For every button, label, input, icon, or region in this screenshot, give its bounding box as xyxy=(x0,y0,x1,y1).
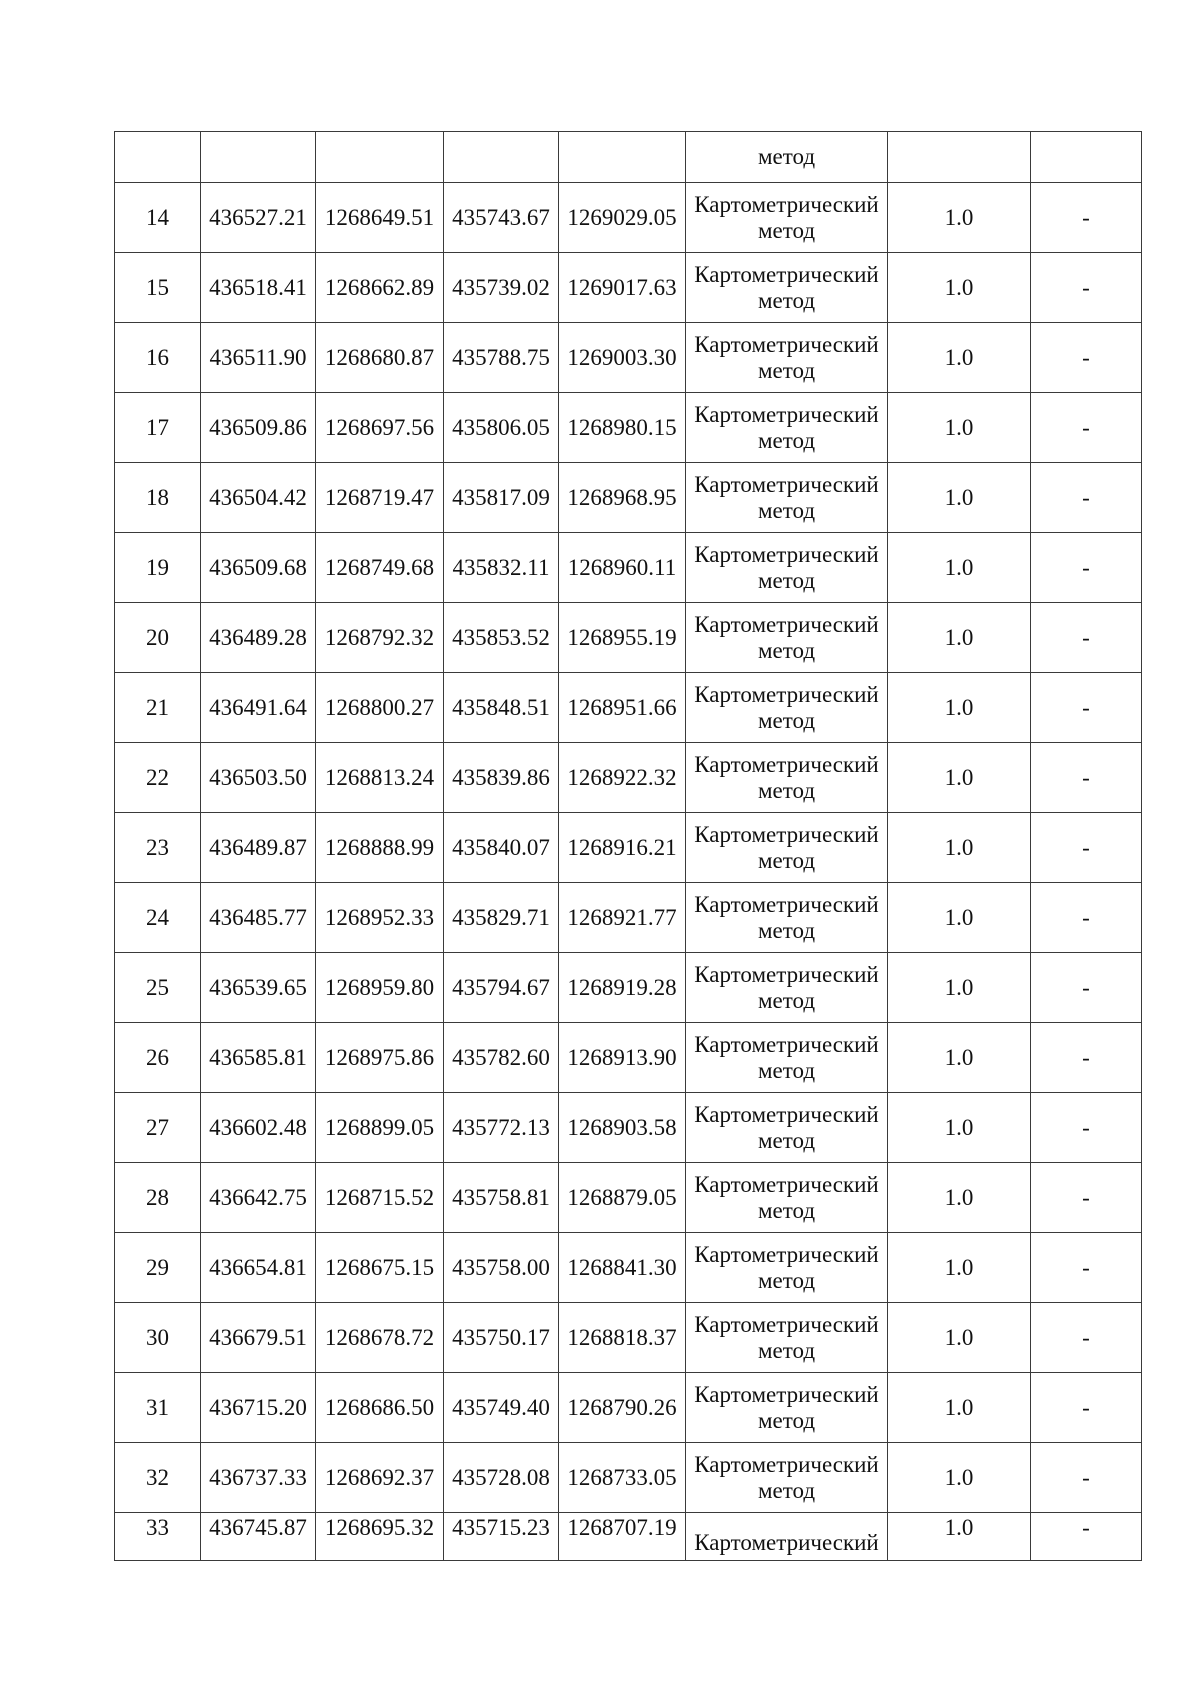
cell-x2: 435848.51 xyxy=(444,673,559,743)
cell-method xyxy=(686,1373,888,1443)
cell-accuracy: 1.0 xyxy=(888,1233,1031,1303)
cell-x2: 435829.71 xyxy=(444,883,559,953)
method-line1: Картометрический xyxy=(694,331,879,357)
cell-accuracy: 1.0 xyxy=(888,463,1031,533)
cell-y2: 1268951.66 xyxy=(559,673,686,743)
cell-number: 15 xyxy=(115,253,201,323)
cell-y1: 1268959.80 xyxy=(316,953,444,1023)
cell-method xyxy=(686,253,888,323)
cell-note: - xyxy=(1031,813,1142,883)
method-line1: Картометрический xyxy=(694,891,879,917)
cell-y2 xyxy=(559,132,686,183)
cell-number: 19 xyxy=(115,533,201,603)
coordinates-table xyxy=(114,131,1142,1561)
method-line1: Картометрический xyxy=(694,1171,879,1197)
method-line1: Картометрический xyxy=(694,751,879,777)
cell-y1: 1268680.87 xyxy=(316,323,444,393)
cell-note: - xyxy=(1031,253,1142,323)
method-line1: Картометрический xyxy=(694,1381,879,1407)
cell-note: - xyxy=(1031,1233,1142,1303)
method-line1: Картометрический xyxy=(694,471,879,497)
cell-y2: 1269003.30 xyxy=(559,323,686,393)
cell-note: - xyxy=(1031,323,1142,393)
cell-y1: 1268715.52 xyxy=(316,1163,444,1233)
cell-number: 25 xyxy=(115,953,201,1023)
method-line2: метод xyxy=(757,357,816,383)
cell-y1: 1268695.32 xyxy=(316,1513,444,1561)
cell-y1: 1268899.05 xyxy=(316,1093,444,1163)
method-line2: метод xyxy=(757,1267,816,1293)
cell-x2: 435739.02 xyxy=(444,253,559,323)
table-row xyxy=(115,183,1142,253)
cell-number: 26 xyxy=(115,1023,201,1093)
cell-method xyxy=(686,132,888,183)
cell-y1: 1268662.89 xyxy=(316,253,444,323)
cell-accuracy: 1.0 xyxy=(888,1163,1031,1233)
cell-method xyxy=(686,673,888,743)
cell-x1: 436518.41 xyxy=(201,253,316,323)
cell-x2: 435840.07 xyxy=(444,813,559,883)
cell-accuracy: 1.0 xyxy=(888,673,1031,743)
cell-x2: 435853.52 xyxy=(444,603,559,673)
cell-y2: 1268916.21 xyxy=(559,813,686,883)
cell-x2: 435743.67 xyxy=(444,183,559,253)
cell-y2: 1268921.77 xyxy=(559,883,686,953)
cell-number: 22 xyxy=(115,743,201,813)
method-line2: метод xyxy=(757,1477,816,1503)
cell-method xyxy=(686,323,888,393)
cell-x2: 435806.05 xyxy=(444,393,559,463)
method-line1: Картометрический xyxy=(694,541,879,567)
cell-note: - xyxy=(1031,883,1142,953)
cell-y1: 1268749.68 xyxy=(316,533,444,603)
cell-note: - xyxy=(1031,1513,1142,1561)
cell-x1: 436527.21 xyxy=(201,183,316,253)
method-line1: Картометрический xyxy=(694,1451,879,1477)
cell-number: 21 xyxy=(115,673,201,743)
cell-x1: 436654.81 xyxy=(201,1233,316,1303)
method-line1: Картометрический xyxy=(694,1311,879,1337)
cell-note: - xyxy=(1031,1023,1142,1093)
table-row xyxy=(115,743,1142,813)
cell-note: - xyxy=(1031,393,1142,463)
cell-y2: 1268733.05 xyxy=(559,1443,686,1513)
cell-method xyxy=(686,1443,888,1513)
cell-accuracy: 1.0 xyxy=(888,743,1031,813)
cell-x2 xyxy=(444,132,559,183)
cell-method xyxy=(686,463,888,533)
cell-number: 24 xyxy=(115,883,201,953)
cell-note: - xyxy=(1031,603,1142,673)
cell-x1: 436602.48 xyxy=(201,1093,316,1163)
method-line2: метод xyxy=(757,987,816,1013)
cell-y2: 1268980.15 xyxy=(559,393,686,463)
table-row-last xyxy=(115,1513,1142,1561)
cell-number xyxy=(115,132,201,183)
method-line2: метод xyxy=(757,1127,816,1153)
cell-y1: 1268719.47 xyxy=(316,463,444,533)
cell-number: 31 xyxy=(115,1373,201,1443)
table-row xyxy=(115,533,1142,603)
cell-accuracy: 1.0 xyxy=(888,953,1031,1023)
cell-x1: 436511.90 xyxy=(201,323,316,393)
cell-accuracy: 1.0 xyxy=(888,393,1031,463)
table-row xyxy=(115,463,1142,533)
method-line2: метод xyxy=(757,847,816,873)
cell-method xyxy=(686,1303,888,1373)
cell-method xyxy=(686,603,888,673)
method-line2: метод xyxy=(757,497,816,523)
cell-y2: 1268879.05 xyxy=(559,1163,686,1233)
cell-x1: 436504.42 xyxy=(201,463,316,533)
cell-note: - xyxy=(1031,463,1142,533)
method-line2: метод xyxy=(757,1057,816,1083)
cell-accuracy: 1.0 xyxy=(888,533,1031,603)
method-line2: метод xyxy=(757,567,816,593)
cell-x2: 435788.75 xyxy=(444,323,559,393)
cell-x2: 435715.23 xyxy=(444,1513,559,1561)
cell-method xyxy=(686,1093,888,1163)
cell-y2: 1268818.37 xyxy=(559,1303,686,1373)
cell-accuracy: 1.0 xyxy=(888,883,1031,953)
method-line1: Картометрический xyxy=(694,611,879,637)
cell-accuracy: 1.0 xyxy=(888,1373,1031,1443)
cell-accuracy: 1.0 xyxy=(888,813,1031,883)
table-row xyxy=(115,1023,1142,1093)
method-line2: метод xyxy=(757,637,816,663)
cell-y2: 1268922.32 xyxy=(559,743,686,813)
cell-x1: 436503.50 xyxy=(201,743,316,813)
cell-y1: 1268649.51 xyxy=(316,183,444,253)
method-line2: метод xyxy=(757,1337,816,1363)
cell-x2: 435817.09 xyxy=(444,463,559,533)
cell-number: 28 xyxy=(115,1163,201,1233)
cell-accuracy: 1.0 xyxy=(888,1093,1031,1163)
cell-number: 33 xyxy=(115,1513,201,1561)
table-row xyxy=(115,1163,1142,1233)
table-row xyxy=(115,323,1142,393)
cell-note: - xyxy=(1031,1373,1142,1443)
method-line2: метод xyxy=(757,1407,816,1433)
cell-accuracy: 1.0 xyxy=(888,1023,1031,1093)
cell-number: 30 xyxy=(115,1303,201,1373)
method-text: метод xyxy=(757,144,816,169)
cell-method xyxy=(686,883,888,953)
cell-y2: 1268903.58 xyxy=(559,1093,686,1163)
cell-x1: 436509.68 xyxy=(201,533,316,603)
table-row xyxy=(115,393,1142,463)
table-row xyxy=(115,253,1142,323)
cell-y1: 1268952.33 xyxy=(316,883,444,953)
cell-y2: 1268968.95 xyxy=(559,463,686,533)
cell-note: - xyxy=(1031,1093,1142,1163)
cell-x1: 436539.65 xyxy=(201,953,316,1023)
cell-y1 xyxy=(316,132,444,183)
cell-x2: 435750.17 xyxy=(444,1303,559,1373)
cell-x1: 436642.75 xyxy=(201,1163,316,1233)
cell-note xyxy=(1031,132,1142,183)
cell-y1: 1268678.72 xyxy=(316,1303,444,1373)
cell-method xyxy=(686,533,888,603)
cell-accuracy: 1.0 xyxy=(888,183,1031,253)
cell-method xyxy=(686,183,888,253)
table-row xyxy=(115,883,1142,953)
cell-method xyxy=(686,743,888,813)
cell-x2: 435758.00 xyxy=(444,1233,559,1303)
cell-x2: 435728.08 xyxy=(444,1443,559,1513)
cell-y1: 1268888.99 xyxy=(316,813,444,883)
cell-x1: 436509.86 xyxy=(201,393,316,463)
cell-x1: 436489.87 xyxy=(201,813,316,883)
method-line2: метод xyxy=(757,217,816,243)
method-line2: метод xyxy=(757,1197,816,1223)
cell-x1: 436485.77 xyxy=(201,883,316,953)
method-line1: Картометрический xyxy=(694,1031,879,1057)
cell-y2: 1268919.28 xyxy=(559,953,686,1023)
table-row xyxy=(115,1443,1142,1513)
cell-note: - xyxy=(1031,1163,1142,1233)
method-line1: Картометрический xyxy=(694,1241,879,1267)
cell-note: - xyxy=(1031,743,1142,813)
cell-number: 29 xyxy=(115,1233,201,1303)
method-line2: метод xyxy=(757,707,816,733)
method-line1: Картометрический xyxy=(694,821,879,847)
cell-y1: 1268813.24 xyxy=(316,743,444,813)
cell-accuracy: 1.0 xyxy=(888,603,1031,673)
cell-y1: 1268692.37 xyxy=(316,1443,444,1513)
cell-note: - xyxy=(1031,1443,1142,1513)
cell-y2: 1268841.30 xyxy=(559,1233,686,1303)
cell-y1: 1268697.56 xyxy=(316,393,444,463)
cell-note: - xyxy=(1031,673,1142,743)
cell-note: - xyxy=(1031,953,1142,1023)
cell-y2: 1268955.19 xyxy=(559,603,686,673)
table-row-continued xyxy=(115,132,1142,183)
cell-y1: 1268800.27 xyxy=(316,673,444,743)
cell-x1: 436745.87 xyxy=(201,1513,316,1561)
method-line2: метод xyxy=(757,777,816,803)
cell-note: - xyxy=(1031,183,1142,253)
cell-x2: 435749.40 xyxy=(444,1373,559,1443)
cell-method xyxy=(686,953,888,1023)
cell-y1: 1268975.86 xyxy=(316,1023,444,1093)
cell-x1: 436491.64 xyxy=(201,673,316,743)
cell-y2: 1269029.05 xyxy=(559,183,686,253)
cell-y2: 1268960.11 xyxy=(559,533,686,603)
table-row xyxy=(115,603,1142,673)
cell-accuracy: 1.0 xyxy=(888,323,1031,393)
cell-method xyxy=(686,393,888,463)
cell-note: - xyxy=(1031,533,1142,603)
method-line1: Картометрический xyxy=(694,261,879,287)
table-row xyxy=(115,1233,1142,1303)
method-line1: Картометрический xyxy=(694,681,879,707)
table-row xyxy=(115,1093,1142,1163)
cell-x1: 436737.33 xyxy=(201,1443,316,1513)
method-line2: метод xyxy=(757,917,816,943)
cell-method: Картометрический xyxy=(686,1513,888,1561)
cell-x2: 435794.67 xyxy=(444,953,559,1023)
cell-number: 14 xyxy=(115,183,201,253)
cell-x1: 436679.51 xyxy=(201,1303,316,1373)
cell-x2: 435782.60 xyxy=(444,1023,559,1093)
table-row xyxy=(115,953,1142,1023)
cell-method xyxy=(686,813,888,883)
cell-number: 20 xyxy=(115,603,201,673)
cell-number: 16 xyxy=(115,323,201,393)
table-row xyxy=(115,673,1142,743)
cell-y1: 1268792.32 xyxy=(316,603,444,673)
cell-number: 27 xyxy=(115,1093,201,1163)
cell-accuracy: 1.0 xyxy=(888,253,1031,323)
method-line2: метод xyxy=(757,427,816,453)
cell-y1: 1268686.50 xyxy=(316,1373,444,1443)
cell-method xyxy=(686,1163,888,1233)
method-line1: Картометрический xyxy=(694,401,879,427)
table-row xyxy=(115,1373,1142,1443)
cell-accuracy: 1.0 xyxy=(888,1513,1031,1561)
cell-accuracy: 1.0 xyxy=(888,1443,1031,1513)
cell-y2: 1268790.26 xyxy=(559,1373,686,1443)
table-body xyxy=(115,132,1142,1561)
cell-number: 32 xyxy=(115,1443,201,1513)
method-line1: Картометрический xyxy=(694,191,879,217)
cell-y1: 1268675.15 xyxy=(316,1233,444,1303)
cell-y2: 1268707.19 xyxy=(559,1513,686,1561)
method-line1: Картометрический xyxy=(694,1101,879,1127)
cell-x1: 436585.81 xyxy=(201,1023,316,1093)
cell-x2: 435772.13 xyxy=(444,1093,559,1163)
method-line2: метод xyxy=(757,287,816,313)
cell-method xyxy=(686,1233,888,1303)
method-line1: Картометрический xyxy=(694,961,879,987)
cell-y2: 1268913.90 xyxy=(559,1023,686,1093)
cell-x1: 436715.20 xyxy=(201,1373,316,1443)
cell-x2: 435758.81 xyxy=(444,1163,559,1233)
cell-x1 xyxy=(201,132,316,183)
cell-x2: 435839.86 xyxy=(444,743,559,813)
table-row xyxy=(115,1303,1142,1373)
cell-accuracy: 1.0 xyxy=(888,1303,1031,1373)
cell-method xyxy=(686,1023,888,1093)
cell-note: - xyxy=(1031,1303,1142,1373)
cell-x2: 435832.11 xyxy=(444,533,559,603)
cell-number: 23 xyxy=(115,813,201,883)
cell-x1: 436489.28 xyxy=(201,603,316,673)
cell-accuracy xyxy=(888,132,1031,183)
cell-number: 17 xyxy=(115,393,201,463)
table-row xyxy=(115,813,1142,883)
cell-number: 18 xyxy=(115,463,201,533)
cell-y2: 1269017.63 xyxy=(559,253,686,323)
